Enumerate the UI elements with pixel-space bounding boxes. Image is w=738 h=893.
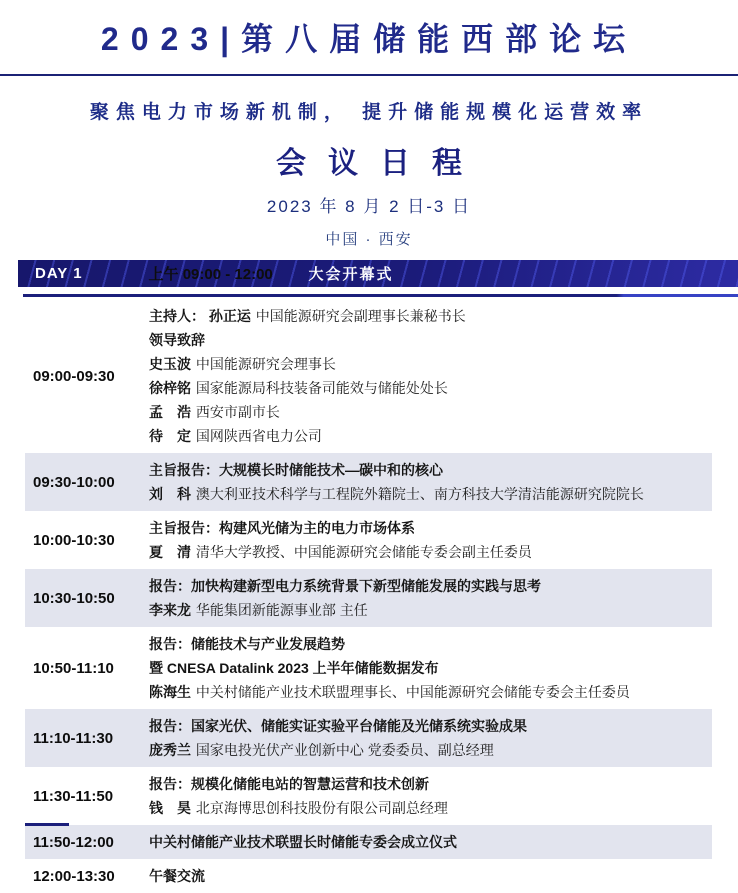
time-slot: 09:00-09:30 — [33, 367, 115, 385]
agenda-line: 待 定 国网陕西省电力公司 — [149, 428, 322, 444]
agenda-line: 领导致辞 — [149, 332, 205, 348]
agenda-line: 中关村储能产业技术联盟长时储能专委会成立仪式 — [149, 834, 457, 850]
time-slot: 10:50-11:10 — [33, 659, 114, 677]
session-details — [147, 828, 712, 856]
document-header — [0, 0, 738, 249]
event-location: 中国 · 西安 — [325, 231, 413, 248]
schedule-row — [25, 569, 712, 627]
agenda-line: 暨 CNESA Datalink 2023 上半年储能数据发布 — [149, 660, 439, 676]
schedule-row — [25, 511, 712, 569]
time-slot: 11:30-11:50 — [33, 787, 114, 805]
agenda-line: 李来龙 华能集团新能源事业部 主任 — [149, 602, 368, 618]
schedule-row — [25, 767, 712, 825]
schedule-table — [25, 299, 712, 893]
day-label: DAY 1 — [35, 265, 83, 282]
banner-divider — [23, 294, 738, 297]
agenda-line: 报告：储能技术与产业发展趋势 — [149, 636, 345, 652]
time-slot: 10:00-10:30 — [33, 531, 115, 549]
time-slot: 12:00-13:30 — [33, 867, 115, 885]
schedule-row — [25, 859, 712, 893]
agenda-title: 会议日程 — [276, 147, 484, 180]
schedule-row — [25, 709, 712, 767]
session-details — [147, 456, 712, 508]
banner-time-range: 上午 09:00 - 12:00 — [148, 266, 273, 283]
session-details — [147, 712, 712, 764]
agenda-line: 主持人： 孙正运 中国能源研究会副理事长兼秘书长 — [149, 308, 466, 324]
agenda-line: 主旨报告：大规模长时储能技术—碳中和的核心 — [149, 462, 443, 478]
session-details — [147, 770, 712, 822]
schedule-row — [25, 299, 712, 453]
agenda-line: 庞秀兰 国家电投光伏产业创新中心 党委委员、副总经理 — [149, 742, 494, 758]
schedule-row — [25, 627, 712, 709]
agenda-line: 刘 科 澳大利亚技术科学与工程院外籍院士、南方科技大学清洁能源研究院院长 — [149, 486, 644, 502]
time-slot: 10:30-10:50 — [33, 589, 115, 607]
agenda-line: 主旨报告：构建风光储为主的电力市场体系 — [149, 520, 415, 536]
time-slot: 11:10-11:30 — [33, 729, 114, 747]
agenda-line: 报告：规模化储能电站的智慧运营和技术创新 — [149, 776, 429, 792]
banner-session-title: 大会开幕式 — [308, 266, 394, 283]
session-details — [147, 572, 712, 624]
agenda-line: 午餐交流 — [149, 868, 205, 884]
title-divider — [0, 74, 738, 76]
schedule-row — [25, 453, 712, 511]
agenda-line: 报告：加快构建新型电力系统背景下新型储能发展的实践与思考 — [149, 578, 541, 594]
event-date: 2023 年 8 月 2 日-3 日 — [266, 197, 472, 216]
agenda-line: 钱 昊 北京海博思创科技股份有限公司副总经理 — [149, 800, 448, 816]
forum-slogan: 聚焦电力市场新机制， 提升储能规模化运营效率 — [89, 102, 649, 123]
session-details — [147, 514, 712, 566]
agenda-line: 史玉波 中国能源研究会理事长 — [149, 356, 336, 372]
agenda-line: 孟 浩 西安市副市长 — [149, 404, 280, 420]
session-details — [147, 630, 712, 706]
session-details — [147, 302, 712, 450]
agenda-line: 夏 清 清华大学教授、中国能源研究会储能专委会副主任委员 — [149, 544, 532, 560]
agenda-line: 陈海生 中关村储能产业技术联盟理事长、中国能源研究会储能专委会主任委员 — [149, 684, 630, 700]
agenda-line: 徐梓铭 国家能源局科技装备司能效与储能处处长 — [149, 380, 448, 396]
session-details — [147, 862, 712, 890]
agenda-line: 报告：国家光伏、储能实证实验平台储能及光储系统实验成果 — [149, 718, 527, 734]
schedule-row — [25, 825, 712, 859]
page-title: 2023|第八届储能西部论坛 — [100, 21, 638, 57]
time-slot: 09:30-10:00 — [33, 473, 115, 491]
time-slot: 11:50-12:00 — [33, 833, 114, 851]
day1-banner — [18, 260, 738, 287]
